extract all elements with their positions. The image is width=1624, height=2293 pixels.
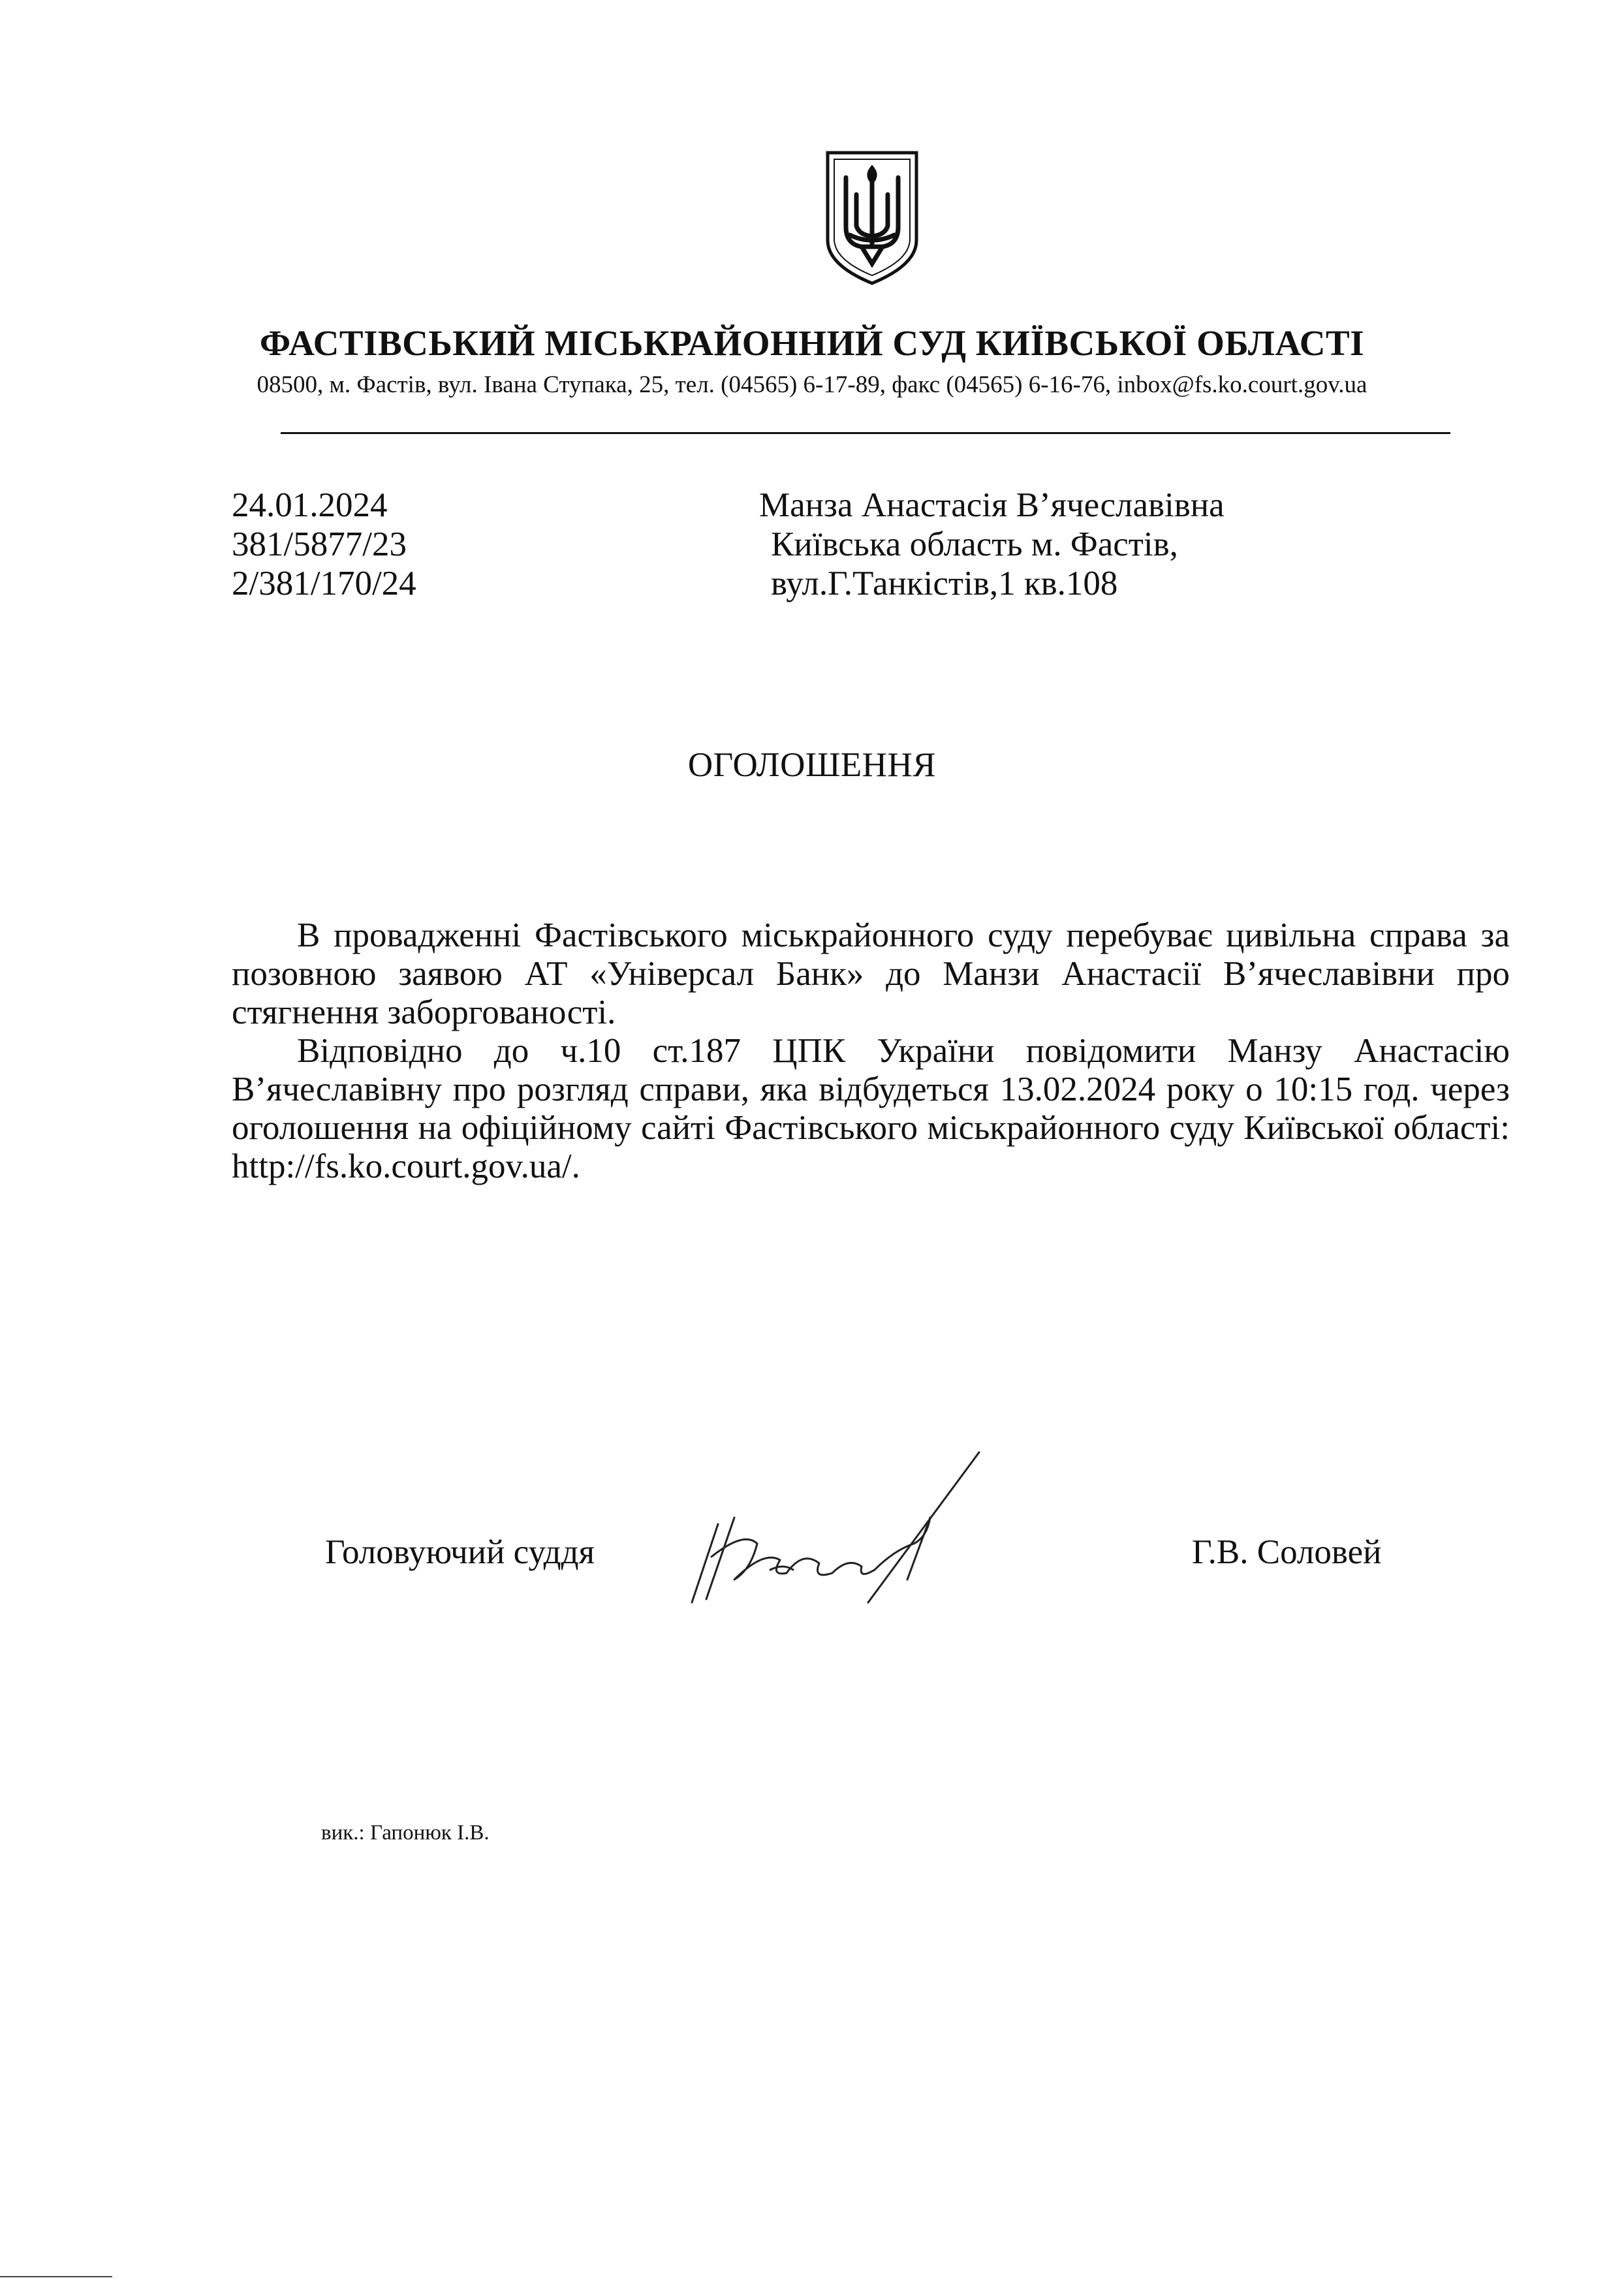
header-divider <box>281 432 1450 434</box>
document-title: ОГОЛОШЕННЯ <box>687 746 937 784</box>
signer-name: Г.В. Соловей <box>1192 1533 1382 1571</box>
recipient-address-line2: вул.Г.Танкістів,1 кв.108 <box>771 565 1118 602</box>
coat-of-arms-icon <box>824 149 920 287</box>
recipient-name: Манза Анастасія В’ячеславівна <box>759 486 1225 524</box>
notice-body <box>232 916 1510 1186</box>
body-paragraph-2: Відповідно до ч.10 ст.187 ЦПК України повідомити Манзу Анастасію В’ячеславівну про розгляд справи, яка відбудеться 13.02.2024 року о 10:15 год. через оголошення на офіційному сайті Фастівського міськрайонного суду Київської області: http://fs.ko.court.gov.ua/. <box>232 1032 1510 1185</box>
recipient-address-line1: Київська область м. Фастів, <box>771 525 1178 563</box>
outgoing-number: 2/381/170/24 <box>232 565 416 602</box>
reference-block <box>232 486 416 603</box>
case-number: 381/5877/23 <box>232 525 407 563</box>
recipient-block <box>759 486 1225 603</box>
document-date: 24.01.2024 <box>232 486 388 524</box>
footer-scan-mark <box>0 2276 112 2277</box>
body-paragraph-1: В провадженні Фастівського міськрайонного суду перебуває цивільна справа за позовною заявою АТ «Універсал Банк» до Манзи Анастасії В’ячеславівни про стягнення заборгованості. <box>232 916 1510 1031</box>
signer-role: Головуючий суддя <box>325 1533 595 1571</box>
executor-note: вик.: Гапонюк І.В. <box>321 1821 490 1845</box>
handwritten-signature <box>672 1439 1012 1622</box>
court-address: 08500, м. Фастів, вул. Івана Ступака, 25, тел. (04565) 6-17-89, факс (04565) 6-16-76, inbox@fs.ko.court.gov.ua <box>257 371 1367 398</box>
court-name: ФАСТІВСЬКИЙ МІСЬКРАЙОННИЙ СУД КИЇВСЬКОЇ ОБЛАСТІ <box>259 323 1365 363</box>
